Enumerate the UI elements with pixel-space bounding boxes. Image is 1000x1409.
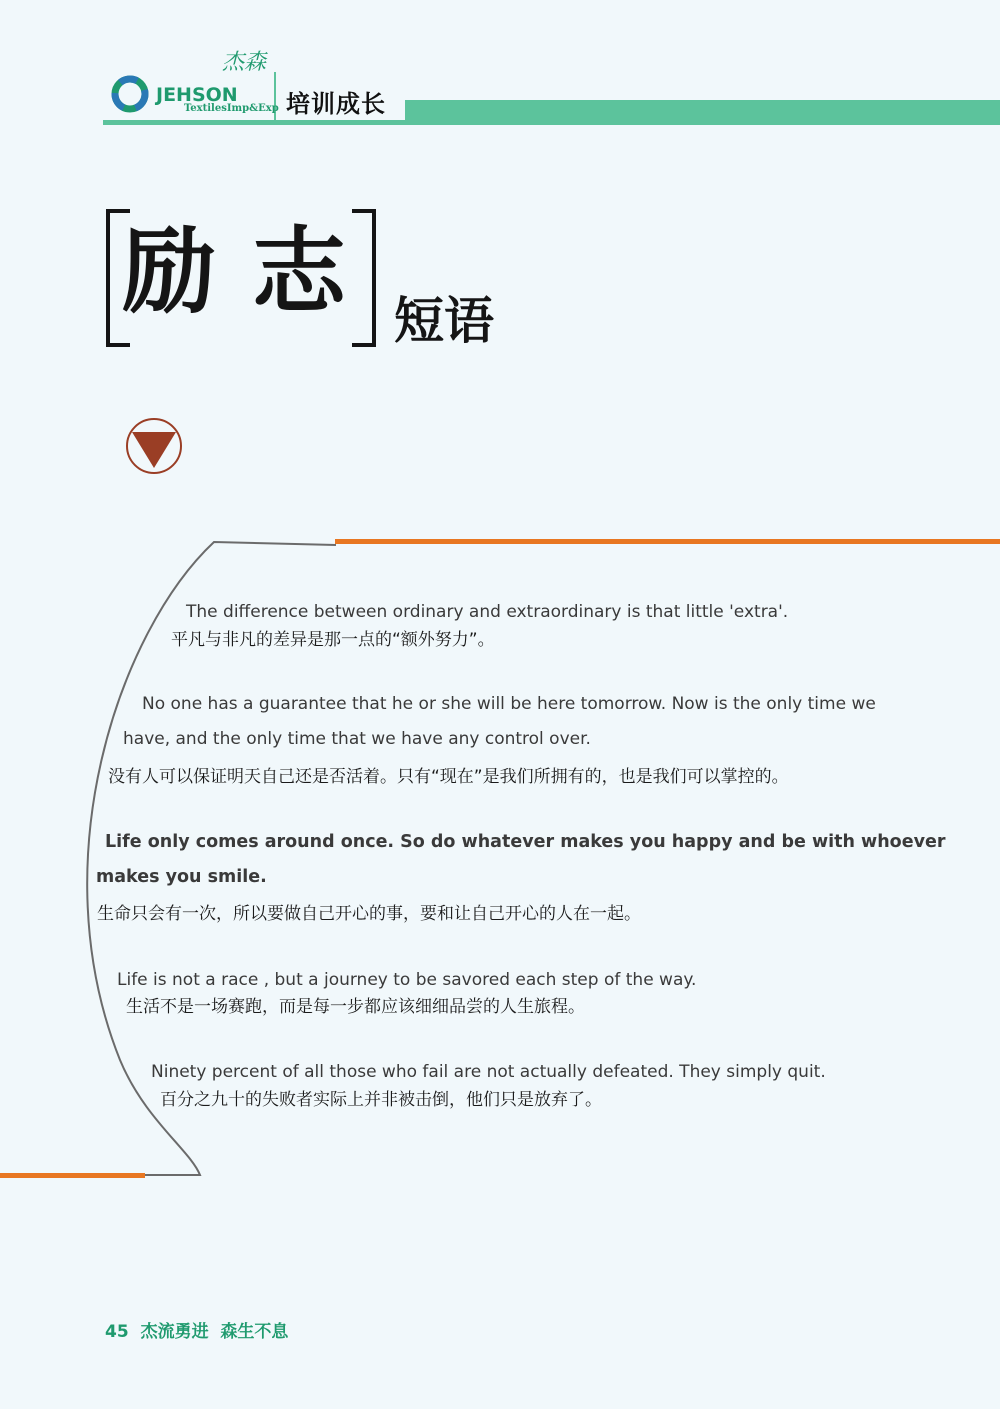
quote-3-en-line-1: Life only comes around once. So do whatever makes you happy and be with whoever (105, 832, 946, 852)
quote-1-cn: 平凡与非凡的差异是那一点的“额外努力”。 (171, 630, 495, 650)
quote-2-en-line-2: have, and the only time that we have any control over. (123, 729, 591, 749)
orange-line-top (335, 539, 1000, 544)
quote-3-en-line-2: makes you smile. (96, 867, 267, 887)
title-char-1: 励 (122, 218, 217, 327)
page-footer (105, 1317, 288, 1342)
triangle-down-icon (124, 416, 184, 476)
quote-1-en-line-1: The difference between ordinary and extraordinary is that little 'extra'. (186, 602, 789, 622)
title-bracket-right (352, 209, 376, 347)
title-char-2: 志 (252, 218, 347, 327)
section-title: 培训成长 (286, 90, 386, 118)
quote-5-cn: 百分之九十的失败者实际上并非被击倒，他们只是放弃了。 (160, 1090, 602, 1110)
quote-4-cn: 生活不是一场赛跑，而是每一步都应该细细品尝的人生旅程。 (126, 997, 585, 1017)
logo-subtext: TextilesImp&Exp (184, 103, 279, 114)
logo-wordmark: JEHSON (156, 84, 238, 106)
header-bar-right (405, 100, 1000, 125)
page-subtitle: 短语 (394, 292, 494, 350)
quote-5-en-line-1: Ninety percent of all those who fail are not actually defeated. They simply quit. (151, 1062, 826, 1082)
quote-3-cn: 生命只会有一次，所以要做自己开心的事，要和让自己开心的人在一起。 (97, 904, 641, 924)
logo-script: 杰森 (222, 50, 267, 75)
quote-4-en-line-1: Life is not a race , but a journey to be savored each step of the way. (117, 970, 697, 990)
page-number: 45 (105, 1322, 129, 1342)
quote-2-en-line-1: No one has a guarantee that he or she will be here tomorrow. Now is the only time we (142, 694, 876, 714)
footer-slogan: 杰流勇进 森生不息 (140, 1322, 289, 1342)
logo-ring-icon (108, 72, 152, 116)
quote-2-cn: 没有人可以保证明天自己还是否活着。只有“现在”是我们所拥有的，也是我们可以掌控的。 (108, 767, 789, 787)
